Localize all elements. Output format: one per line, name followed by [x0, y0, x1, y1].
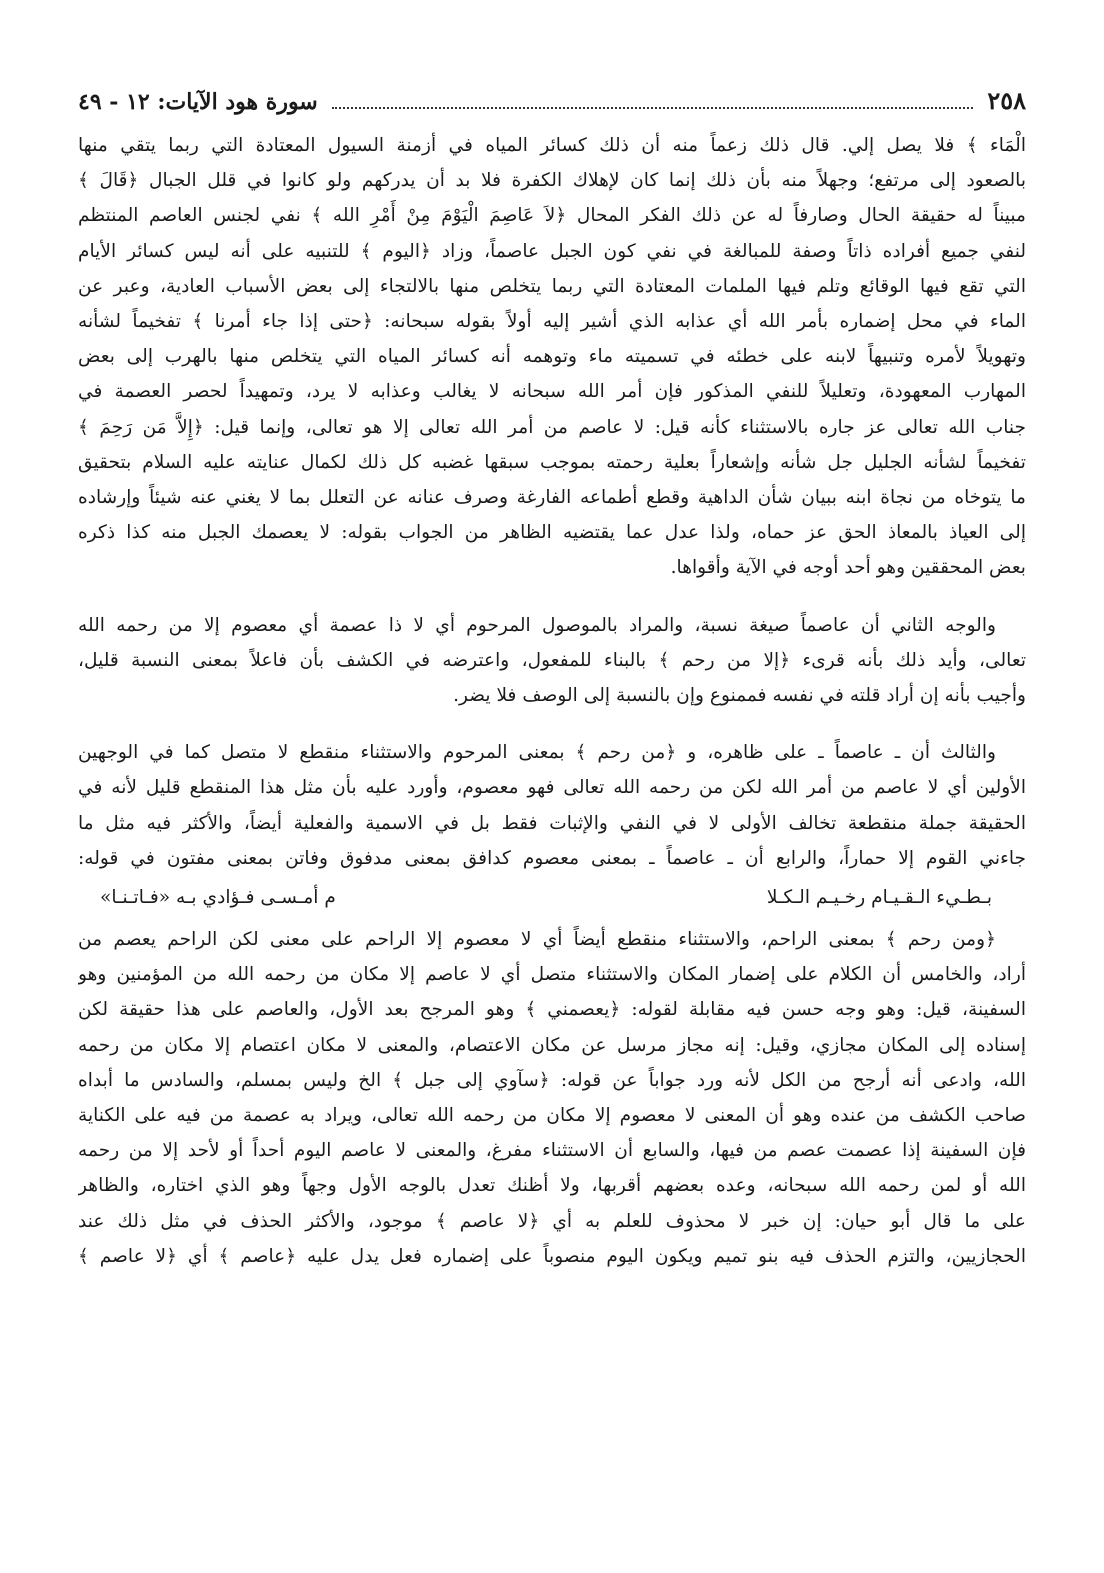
text-line: والثالث أن ـ عاصماً ـ على ظاهره، و ﴿من رحم ﴾ بمعنى المرحوم والاستثناء منقطع لا متصل كما في الوجهين: [78, 742, 996, 764]
text-line: إسناده إلى المكان مجازي، وقيل: إنه مجاز مرسل عن مكان الاعتصام، والمعنى لا مكان اعتصام إلا مكان من رحمه: [78, 1034, 1026, 1056]
verse-first-hemistich: بـطـيء الـقـيـام رخـيـم الـكـلا: [766, 887, 992, 909]
text-line: الحقيقة جملة منقطعة تخالف الأولى لا في النفي والإثبات فقط بل في الاسمية والفعلية أيضاً، والأكثر فيه مثل ما: [78, 812, 1026, 834]
running-title: سورة هود الآيات: ١٢ - ٤٩: [78, 89, 318, 115]
text-line: جاءني القوم إلا حماراً، والرابع أن ـ عاصماً ـ بمعنى معصوم كدافق بمعنى مدفوق وفاتن بمعنى مفتون في قوله:: [78, 847, 1026, 869]
paragraph-1: [78, 128, 1026, 586]
text-line: ما يتوخاه من نجاة ابنه ببيان شأن الداهية وقطع أطماعه الفارغة وصرف عنانه عن التعلل بما لا يغني عنه شيئاً وإرشاده: [78, 487, 1026, 509]
text-line: إلى العياذ بالمعاذ الحق عز حماه، ولذا عدل عما يقتضيه الظاهر من الجواب بقوله: لا يعصمك الجبل منه كذا ذكره: [78, 522, 1026, 544]
text-line: بالصعود إلى مرتفع؛ وجهلاً منه بأن ذلك إنما كان لإهلاك الكفرة فلا بد أن يدركهم ولو كانوا في قلل الجبال ﴿قَالَ ﴾: [78, 170, 1026, 192]
text-line: جناب الله تعالى عز جاره بالاستثناء كأنه قيل: لا عاصم من أمر الله تعالى إلا هو تعالى، وإنما قيل: ﴿إِلاَّ مَن رَحِمَ ﴾: [78, 416, 1026, 438]
text-line: تعالى، وأيد ذلك بأنه قرىء ﴿إلا من رحم ﴾ بالبناء للمفعول، واعترضه في الكشف بأن فاعلاً بمعنى النسبة قليل،: [78, 649, 1026, 671]
text-line: الْمَاء ﴾ فلا يصل إلي. قال ذلك زعماً منه أن ذلك كسائر المياه في أزمنة السيول المعتادة التي ربما يتقي منها: [78, 135, 1026, 156]
header-leader-dots: [332, 93, 974, 109]
paragraph-3: [78, 735, 1026, 876]
text-line: الماء في محل إضماره بأمر الله أي عذابه الذي أشير إليه أولاً بقوله سبحانه: ﴿حتى إذا جاء أمرنا ﴾ تفخيماً لشأنه: [78, 311, 1026, 333]
text-line: وتهويلاً لأمره وتنبيهاً لابنه على خطئه في تسميته ماء وتوهمه أنه كسائر المياه التي يتخلص منها بالهرب إلى بعض: [78, 346, 1026, 368]
text-line: فإن السفينة إذا عصمت عصم من فيها، والسابع أن الاستثناء مفرغ، والمعنى لا عاصم اليوم أحداً أو لأحد إلا من رحمه: [78, 1140, 1026, 1162]
text-line: وأجيب بأنه إن أراد قلته في نفسه فممنوع وإن بالنسبة إلى الوصف فلا يضر.: [453, 685, 1026, 707]
text-line: ﴿ومن رحم ﴾ بمعنى الراحم، والاستثناء منقطع أيضاً أي لا معصوم إلا الراحم على معنى لكن الراحم يعصم من: [78, 929, 996, 951]
paragraph-4: [78, 922, 1026, 1274]
text-line: الأولين أي لا عاصم من أمر الله لكن من رحمه الله تعالى فهو معصوم، وأورد عليه بأن مثل هذا المنقطع قليل لأنه في: [78, 777, 1026, 799]
paragraph-2: [78, 608, 1026, 714]
page-number: ٢٥٨: [987, 86, 1026, 115]
text-line: السفينة، قيل: وهو وجه حسن فيه مقابلة لقوله: ﴿يعصمني ﴾ وهو المرجح بعد الأول، والعاصم على هذا حقيقة لكن: [78, 999, 1026, 1021]
poetry-verse: [78, 878, 1026, 918]
paragraph-gap: [78, 713, 1026, 735]
text-line: على ما قال أبو حيان: إن خبر لا محذوف للعلم به أي ﴿لا عاصم ﴾ موجود، والأكثر الحذف في مثل ذلك عند: [78, 1210, 1026, 1232]
text-line: تفخيماً لشأنه الجليل جل شأنه وإشعاراً بعلية رحمته بموجب سبقها غضبه كل ذلك لكمال عنايته عليه السلام بتحقيق: [78, 451, 1026, 473]
text-line: والوجه الثاني أن عاصماً صيغة نسبة، والمراد بالموصول المرحوم أي لا ذا عصمة أي معصوم إلا من رحمه الله: [78, 614, 996, 636]
text-line: لنفي جميع أفراده ذاتاً وصفة للمبالغة في نفي كون الجبل عاصماً، وزاد ﴿اليوم ﴾ للتنبيه على أنه ليس كسائر الأيام: [78, 240, 1026, 262]
verse-second-hemistich: م أمـسـى فـؤادي بـه «فـاتـنـا»: [100, 887, 336, 909]
text-line: أراد، والخامس أن الكلام على إضمار المكان والاستثناء متصل أي لا عاصم إلا مكان من رحمه الله من المؤمنين وهو: [78, 964, 1026, 986]
text-line: المهارب المعهودة، وتعليلاً للنفي المذكور فإن أمر الله سبحانه لا يغالب وعذابه لا يرد، وتمهيداً لحصر العصمة في: [78, 381, 1026, 403]
text-line: الله أو لمن رحمه الله سبحانه، وعده بعضهم أقربها، ولا أظنك تعدل بالوجه الأول وجهاً وهو الذي اختاره، والظاهر: [78, 1175, 1026, 1197]
body-text: [78, 128, 1026, 1274]
text-line: بعض المحققين وهو أحد أوجه في الآية وأقواها.: [670, 557, 1026, 579]
text-line: الحجازيين، والتزم الحذف فيه بنو تميم ويكون اليوم منصوباً على إضماره فعل يدل عليه ﴿عاصم ﴾ أي ﴿لا عاصم ﴾: [78, 1245, 1026, 1267]
text-line: التي تقع فيها الوقائع وتلم فيها الملمات المعتادة التي ربما يتخلص منها بالالتجاء إلى بعض الأسباب العادية، وعبر عن: [78, 275, 1026, 297]
text-line: صاحب الكشف من عنده وهو أن المعنى لا معصوم إلا مكان من رحمه الله تعالى، ويراد به عصمة من فيه على الكناية: [78, 1105, 1026, 1127]
text-line: مبيناً له حقيقة الحال وصارفاً له عن ذلك الفكر المحال ﴿لاَ عَاصِمَ الْيَوْمَ مِنْ أَمْرِ الله ﴾ نفي لجنس العاصم المنتظم: [78, 205, 1026, 227]
paragraph-gap: [78, 586, 1026, 608]
page-header: [78, 86, 1026, 120]
text-line: الله، وادعى أنه أرجح من الكل لأنه ورد جواباً عن قوله: ﴿سآوي إلى جبل ﴾ الخ وليس بمسلم، والسادس ما أبداه: [78, 1069, 1026, 1091]
